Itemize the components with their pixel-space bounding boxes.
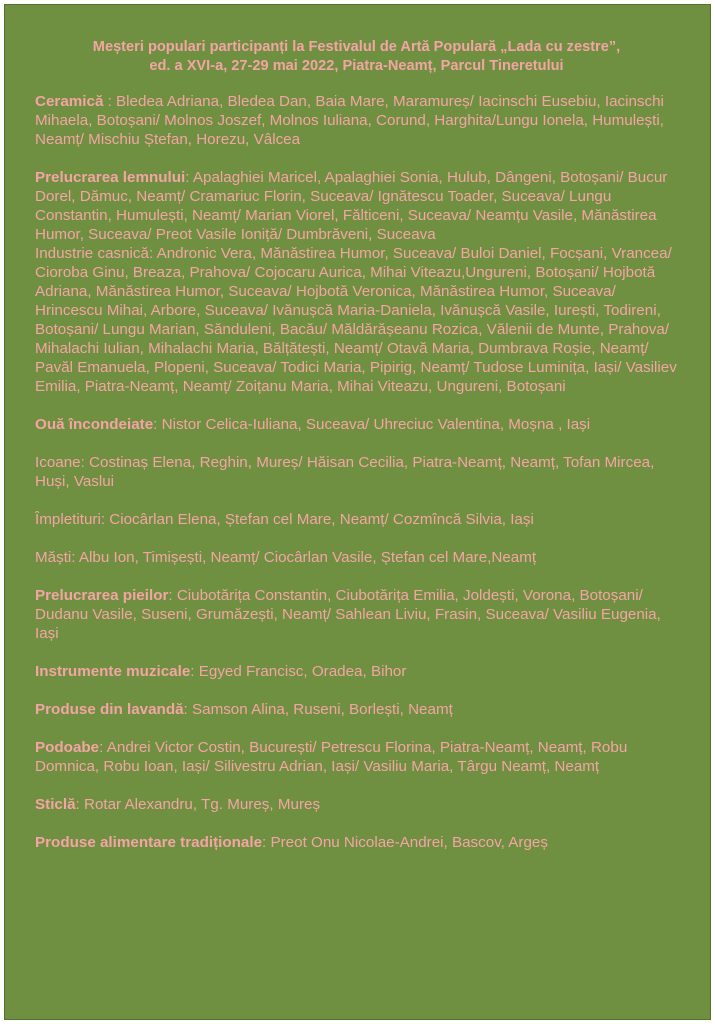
section-text: Icoane: Costinaș Elena, Reghin, Mureș/ Hăisan Cecilia, Piatra-Neamț, Neamț, Tofan Mircea, Huși, Vaslui [35,454,655,490]
section-text: : Andrei Victor Costin, București/ Petrescu Florina, Piatra-Neamț, Neamț, Robu Domnica, Robu Ioan, Iași/ Silivestru Adrian, Iași/ Vasiliu Maria, Târgu Neamț, Neamț [35,739,628,775]
section-prelucrarea-lemnului [35,168,678,244]
section-ceramica [35,92,678,149]
section-heading: Prelucrarea pieilor [35,587,169,604]
section-text: : Apalaghiei Maricel, Apalaghiei Sonia, Hulub, Dângeni, Botoșani/ Bucur Dorel, Dămuc, Neamț/ Cramariuc Florin, Suceava/ Ignătescu Toader, Suceava/ Lungu Constantin, Humulești, Neamț/ Marian Viorel, Fălticeni, Suceava/ Neamțu Vasile, Mănăstirea Humor, Suceava/ Preot Vasile Ioniță/ Dumbrăveni, Suceava [35,169,668,243]
section-industrie-casnica [35,244,678,396]
section-text: : Nistor Celica-Iuliana, Suceava/ Uhreciuc Valentina, Moșna , Iași [153,416,591,433]
section-impletituri [35,510,678,529]
document-title: Meșteri populari participanți la Festivalul de Artă Populară „Lada cu zestre”, ed. a XVI-a, 27-29 mai 2022, Piatra-Neamț, Parcul Tineretului [92,39,621,74]
section-heading: Ouă încondeiate [35,416,154,433]
section-text: : Preot Onu Nicolae-Andrei, Bascov, Argeș [262,834,548,851]
document-panel [4,4,711,1020]
section-text: : Bledea Adriana, Bledea Dan, Baia Mare, Maramureș/ Iacinschi Eusebiu, Iacinschi Mihaela, Botoșani/ Molnos Joszef, Molnos Iuliana, Corund, Harghita/Lungu Ionela, Humulești, Neamț/ Mischiu Ștefan, Horezu, Vâlcea [35,93,664,148]
section-text: Măști: Albu Ion, Timișești, Neamț/ Ciocârlan Vasile, Ștefan cel Mare,Neamț [35,549,537,566]
section-text: : Ciubotărița Constantin, Ciubotărița Emilia, Joldești, Vorona, Botoșani/ Dudanu Vasile, Suseni, Grumăzești, Neamț/ Sahlean Liviu, Frasin, Suceava/ Vasiliu Eugenia, Iași [35,587,661,642]
section-heading: Ceramică [35,93,104,110]
section-masti [35,548,678,567]
section-sticla [35,795,678,814]
section-text: Industrie casnică: Andronic Vera, Mănăstirea Humor, Suceava/ Buloi Daniel, Focșani, Vrancea/ Cioroba Ginu, Breaza, Prahova/ Cojocaru Aurica, Mihai Viteazu,Ungureni, Botoșani/ Hojbotă Adriana, Mănăstirea Humor, Suceava/ Hojbotă Veronica, Mănăstirea Humor, Suceava/ Hrincescu Mihai, Arbore, Suceava/ Ivănușcă Maria-Daniela, Ivănușcă Vasile, Iurești, Todireni, Botoșani/ Lungu Marian, Sănduleni, Bacău/ Măldărășeanu Rozica, Vălenii de Munte, Prahova/ Mihalachi Iulian, Mihalachi Maria, Bălțătești, Neamț/ Otavă Maria, Dumbrava Roșie, Neamț/ Pavăl Emanuela, Plopeni, Suceava/ Todici Maria, Pipirig, Neamț/ Tudose Luminița, Iași/ Vasiliev Emilia, Piatra-Neamț, Neamț/ Zoițanu Maria, Mihai Viteazu, Ungureni, Botoșani [35,245,677,395]
section-heading: Produse alimentare tradiționale [35,834,263,851]
section-text: : Samson Alina, Ruseni, Borlești, Neamț [183,701,453,718]
section-heading: Produse din lavandă [35,701,184,718]
section-heading: Podoabe [35,739,100,756]
section-text: Împletituri: Ciocârlan Elena, Ștefan cel Mare, Neamț/ Cozmîncă Silvia, Iași [35,511,534,528]
section-oua-incondeiate [35,415,678,434]
section-produse-alimentare-traditionale [35,833,678,852]
section-icoane [35,453,678,491]
section-podoabe [35,738,678,776]
section-prelucrarea-pieilor [35,586,678,643]
section-text: : Egyed Francisc, Oradea, Bihor [190,663,407,680]
section-heading: Prelucrarea lemnului [35,169,186,186]
section-instrumente-muzicale [35,662,678,681]
section-heading: Instrumente muzicale [35,663,191,680]
section-heading: Sticlă [35,796,76,813]
section-produse-din-lavanda [35,700,678,719]
section-text: : Rotar Alexandru, Tg. Mureș, Mureș [75,796,321,813]
